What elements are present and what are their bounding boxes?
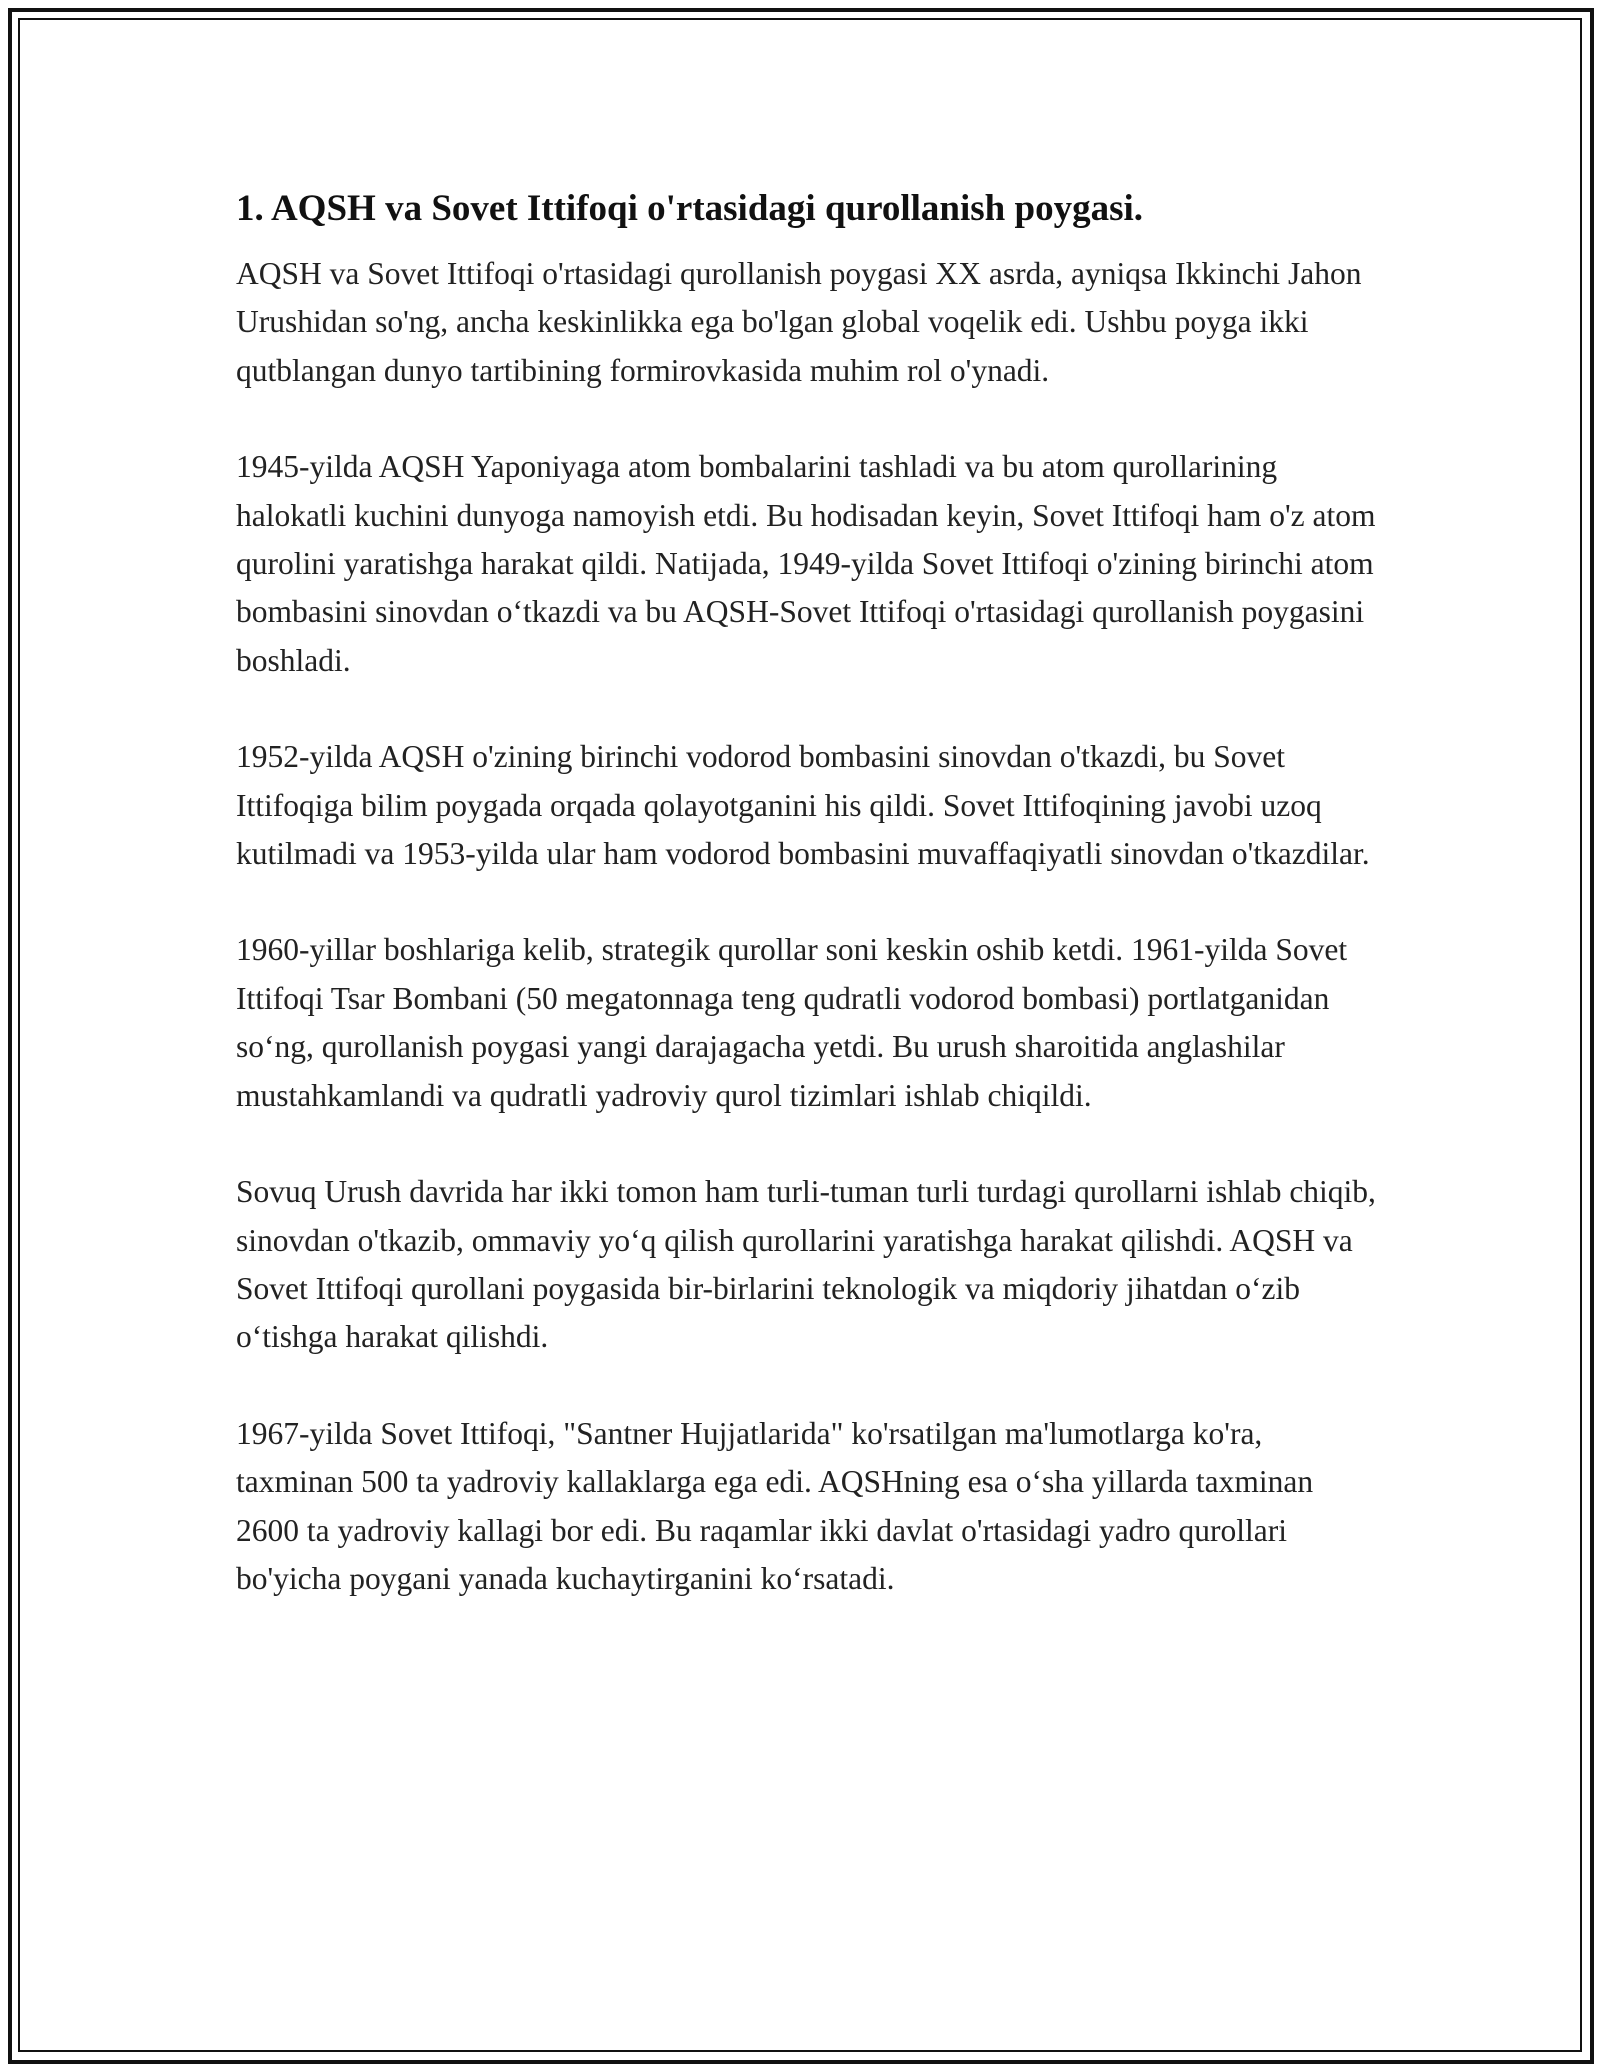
document-body xyxy=(236,186,1376,1651)
paragraph-1945: 1945-yilda AQSH Yaponiyaga atom bombalarini tashladi va bu atom qurollarining halokatli kuchini dunyoga namoyish etdi. Bu hodisadan keyin, Sovet Ittifoqi ham o'z atom qurolini yaratishga harakat qildi. Natijada, 1949-yilda Sovet Ittifoqi o'zining birinchi atom bombasini sinovdan o‘tkazdi va bu AQSH-Sovet Ittifoqi o'rtasidagi qurollanish poygasini boshladi. xyxy=(236,449,1376,678)
paragraph-1960s: 1960-yillar boshlariga kelib, strategik qurollar soni keskin oshib ketdi. 1961-yilda Sovet Ittifoqi Tsar Bombani (50 megatonnaga teng qudratli vodorod bombasi) portlatganidan so‘ng, qurollanish poygasi yangi darajagacha yetdi. Bu urush sharoitida anglashilar mustahkamlandi va qudratli yadroviy qurol tizimlari ishlab chiqildi. xyxy=(236,932,1348,1113)
paragraph-cold-war: Sovuq Urush davrida har ikki tomon ham turli-tuman turli turdagi qurollarni ishlab chiqib, sinovdan o'tkazib, ommaviy yo‘q qilish qurollarini yaratishga harakat qilishdi. AQSH va Sovet Ittifoqi qurollani poygasida bir-birlarini teknologik va miqdoriy jihatdan o‘zib o‘tishga harakat qilishdi. xyxy=(236,1174,1376,1355)
paragraph-1967: 1967-yilda Sovet Ittifoqi, "Santner Hujjatlarida" ko'rsatilgan ma'lumotlarga ko'ra, taxminan 500 ta yadroviy kallaklarga ega edi. AQSHning esa o‘sha yillarda taxminan 2600 ta yadroviy kallagi bor edi. Bu raqamlar ikki davlat o'rtasidagi yadro qurollari bo'yicha poygani yanada kuchaytirganini ko‘rsatadi. xyxy=(236,1415,1314,1596)
paragraph-intro: AQSH va Sovet Ittifoqi o'rtasidagi qurollanish poygasi XX asrda, ayniqsa Ikkinchi Jahon Urushidan so'ng, ancha keskinlikka ega bo'lgan global voqelik edi. Ushbu poyga ikki qutblangan dunyo tartibining formirovkasida muhim rol o'ynadi. xyxy=(236,256,1362,388)
section-heading: 1. AQSH va Sovet Ittifoqi o'rtasidagi qurollanish poygasi. xyxy=(236,188,1144,229)
paragraph-1952: 1952-yilda AQSH o'zining birinchi vodorod bombasini sinovdan o'tkazdi, bu Sovet Ittifoqiga bilim poygada orqada qolayotganini his qildi. Sovet Ittifoqining javobi uzoq kutilmadi va 1953-yilda ular ham vodorod bombasini muvaffaqiyatli sinovdan o'tkazdilar. xyxy=(236,739,1370,872)
